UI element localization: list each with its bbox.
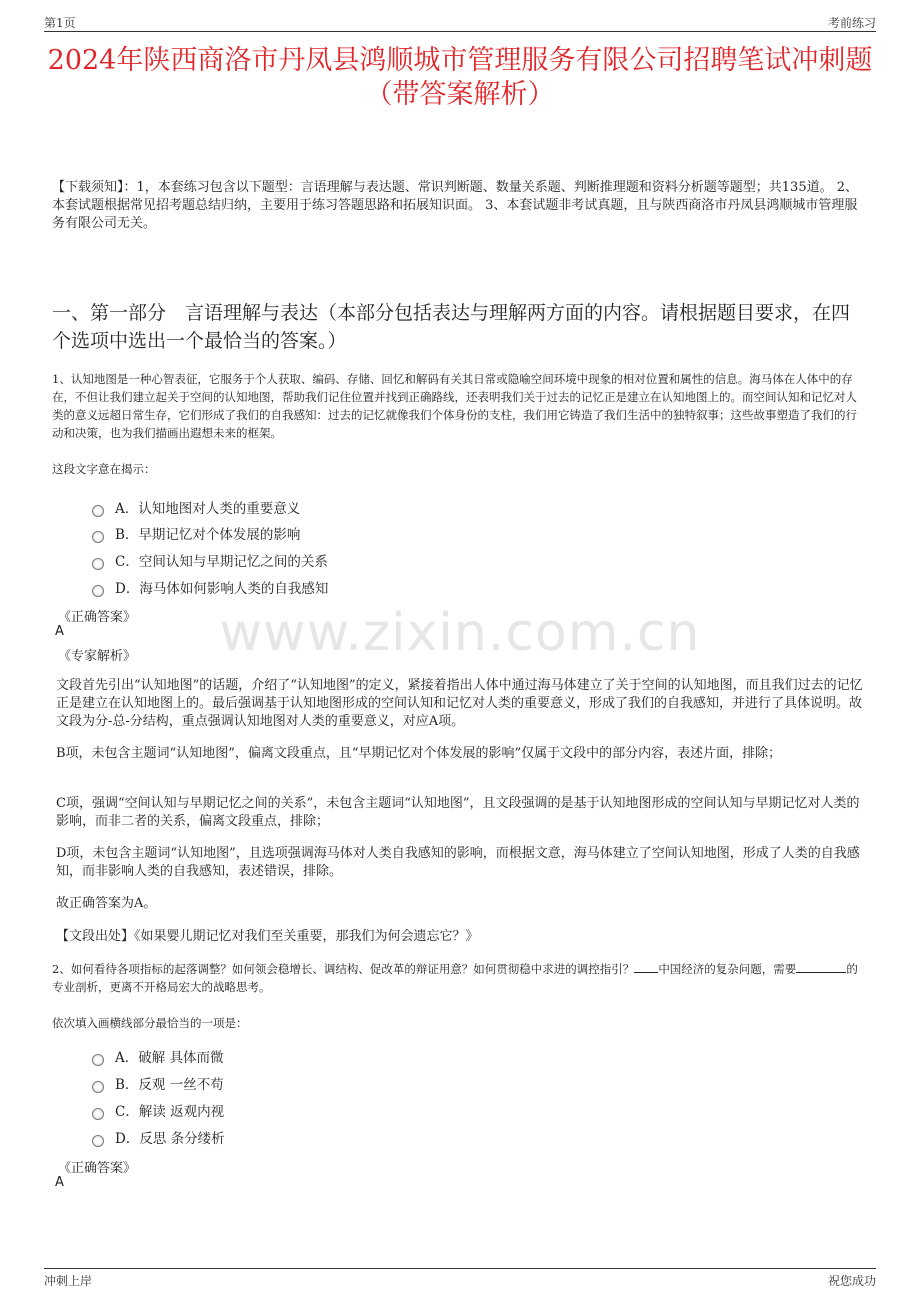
option-label: B．反观 一丝不苟 bbox=[115, 1077, 224, 1093]
radio-icon[interactable] bbox=[92, 1135, 104, 1147]
header-label: 考前练习 bbox=[827, 16, 876, 30]
q1-option-a[interactable] bbox=[92, 497, 300, 517]
document-title: 2024年陕西商洛市丹凤县鸿顺城市管理服务有限公司招聘笔试冲刺题（带答案解析） bbox=[47, 45, 873, 110]
q2-text-part-2: 中国经济的复杂问题，需要 bbox=[658, 962, 797, 976]
radio-icon[interactable] bbox=[92, 1108, 104, 1120]
q2-option-d[interactable] bbox=[92, 1127, 225, 1147]
fill-blank-1 bbox=[634, 960, 658, 973]
footer-left: 冲刺上岸 bbox=[44, 1274, 93, 1288]
q2-option-b[interactable] bbox=[92, 1073, 224, 1093]
q1-option-b[interactable] bbox=[92, 523, 300, 543]
q2-text-part-3: 的专业剖析，更离不开格局宏大的战略思考。 bbox=[52, 962, 858, 994]
q1-analysis-para-1: 文段首先引出“认知地图”的话题，介绍了“认知地图”的定义，紧接着指出人体中通过海马体建立了关于空间的认知地图，而且我们过去的记忆正是建立在认知地图上的。最后强调基于认知地图形成的空间认知和记忆对人类的重要意义，形成了我们的自我感知，并进行了具体说明。故文段为分-总-分结构，重点强调认知地图对人类的重要意义，对应A项。 bbox=[56, 678, 863, 729]
footer-right: 祝您成功 bbox=[827, 1274, 876, 1288]
q1-analysis-para-4: D项，未包含主题词“认知地图”，且选项强调海马体对人类自我感知的影响，而根据文意，海马体建立了空间认知地图，形成了人类的自我感知，而非影响人类的自我感知，表述错误，排除。 bbox=[56, 846, 860, 879]
q1-answer: A bbox=[55, 624, 64, 639]
fill-blank-2 bbox=[796, 960, 846, 973]
download-notice: 【下载须知】：1，本套练习包含以下题型：言语理解与表达题、常识判断题、数量关系题、判断推理题和资料分析题等题型；共135道。 2、本套试题根据常见招考题总结归纳，主要用于练习答题思路和拓展知识面。 3、本套试题非考试真题，且与陕西商洛市丹凤县鸿顺城市管理服务有限公司无关。 bbox=[52, 180, 858, 231]
question-1-text: 1、认知地图是一种心智表征，它服务于个人获取、编码、存储、回忆和解码有关其日常或隐喻空间环境中现象的相对位置和属性的信息。海马体在人体中的存在，不但让我们建立起关于空间的认知地图，帮助我们记住位置并找到正确路线，还表明我们关于过去的记忆正是建立在认知地图上的。而空间认知和记忆对人类的意义远超日常生存，它们形成了我们的自我感知：过去的记忆就像我们个体身份的支柱，我们用它铸造了我们生活中的独特叙事；这些故事塑造了我们的行动和决策，也为我们描画出遐想未来的框架。 bbox=[52, 372, 857, 440]
q2-answer-label: 《正确答案》 bbox=[58, 1161, 137, 1176]
question-1-prompt: 这段文字意在揭示： bbox=[52, 462, 156, 476]
option-label: D．反思 条分缕析 bbox=[115, 1131, 225, 1147]
q1-analysis-para-3: C项，强调“空间认知与早期记忆之间的关系”，未包含主题词“认知地图”，且文段强调的是基于认知地图形成的空间认知与早期记忆对人类的影响，而非二者的关系，偏离文段重点，排除； bbox=[56, 796, 860, 829]
radio-icon[interactable] bbox=[92, 558, 104, 570]
option-label: C．解读 返观内视 bbox=[115, 1104, 225, 1120]
section-heading: 一、第一部分 言语理解与表达（本部分包括表达与理解两方面的内容。请根据题目要求，在四个选项中选出一个最恰当的答案。） bbox=[52, 302, 851, 352]
q1-analysis-conclusion: 故正确答案为A。 bbox=[56, 896, 157, 911]
radio-icon[interactable] bbox=[92, 585, 104, 597]
radio-icon[interactable] bbox=[92, 531, 104, 543]
footer-rule bbox=[44, 1268, 876, 1269]
q2-text-part-1: 2、如何看待各项指标的起落调整？如何领会稳增长、调结构、促改革的辩证用意？如何贯彻稳中求进的调控指引？ bbox=[52, 962, 635, 976]
q1-analysis-para-2: B项，未包含主题词“认知地图”，偏离文段重点，且“早期记忆对个体发展的影响”仅属于文段中的部分内容，表述片面，排除； bbox=[56, 746, 782, 761]
option-label: A．破解 具体而微 bbox=[115, 1050, 224, 1066]
q1-source: 【文段出处】《如果婴儿期记忆对我们至关重要，那我们为何会遗忘它？》 bbox=[56, 929, 479, 944]
q2-option-c[interactable] bbox=[92, 1100, 224, 1120]
option-label: B．早期记忆对个体发展的影响 bbox=[115, 527, 301, 543]
radio-icon[interactable] bbox=[92, 1054, 104, 1066]
option-label: C．空间认知与早期记忆之间的关系 bbox=[115, 554, 328, 570]
q1-answer-label: 《正确答案》 bbox=[58, 610, 137, 625]
option-label: D．海马体如何影响人类的自我感知 bbox=[115, 581, 329, 597]
page-number: 第1页 bbox=[44, 16, 76, 30]
question-2-text bbox=[52, 960, 868, 996]
radio-icon[interactable] bbox=[92, 505, 104, 517]
question-2-prompt: 依次填入画横线部分最恰当的一项是： bbox=[52, 1016, 248, 1030]
q1-analysis-label: 《专家解析》 bbox=[58, 649, 137, 664]
q1-option-d[interactable] bbox=[92, 577, 328, 597]
radio-icon[interactable] bbox=[92, 1081, 104, 1093]
option-label: A．认知地图对人类的重要意义 bbox=[115, 501, 301, 517]
q2-answer: A bbox=[55, 1175, 64, 1190]
header-rule bbox=[44, 31, 876, 32]
q1-option-c[interactable] bbox=[92, 550, 328, 570]
q2-option-a[interactable] bbox=[92, 1046, 224, 1066]
watermark: www.zixin.com.cn bbox=[219, 603, 701, 663]
